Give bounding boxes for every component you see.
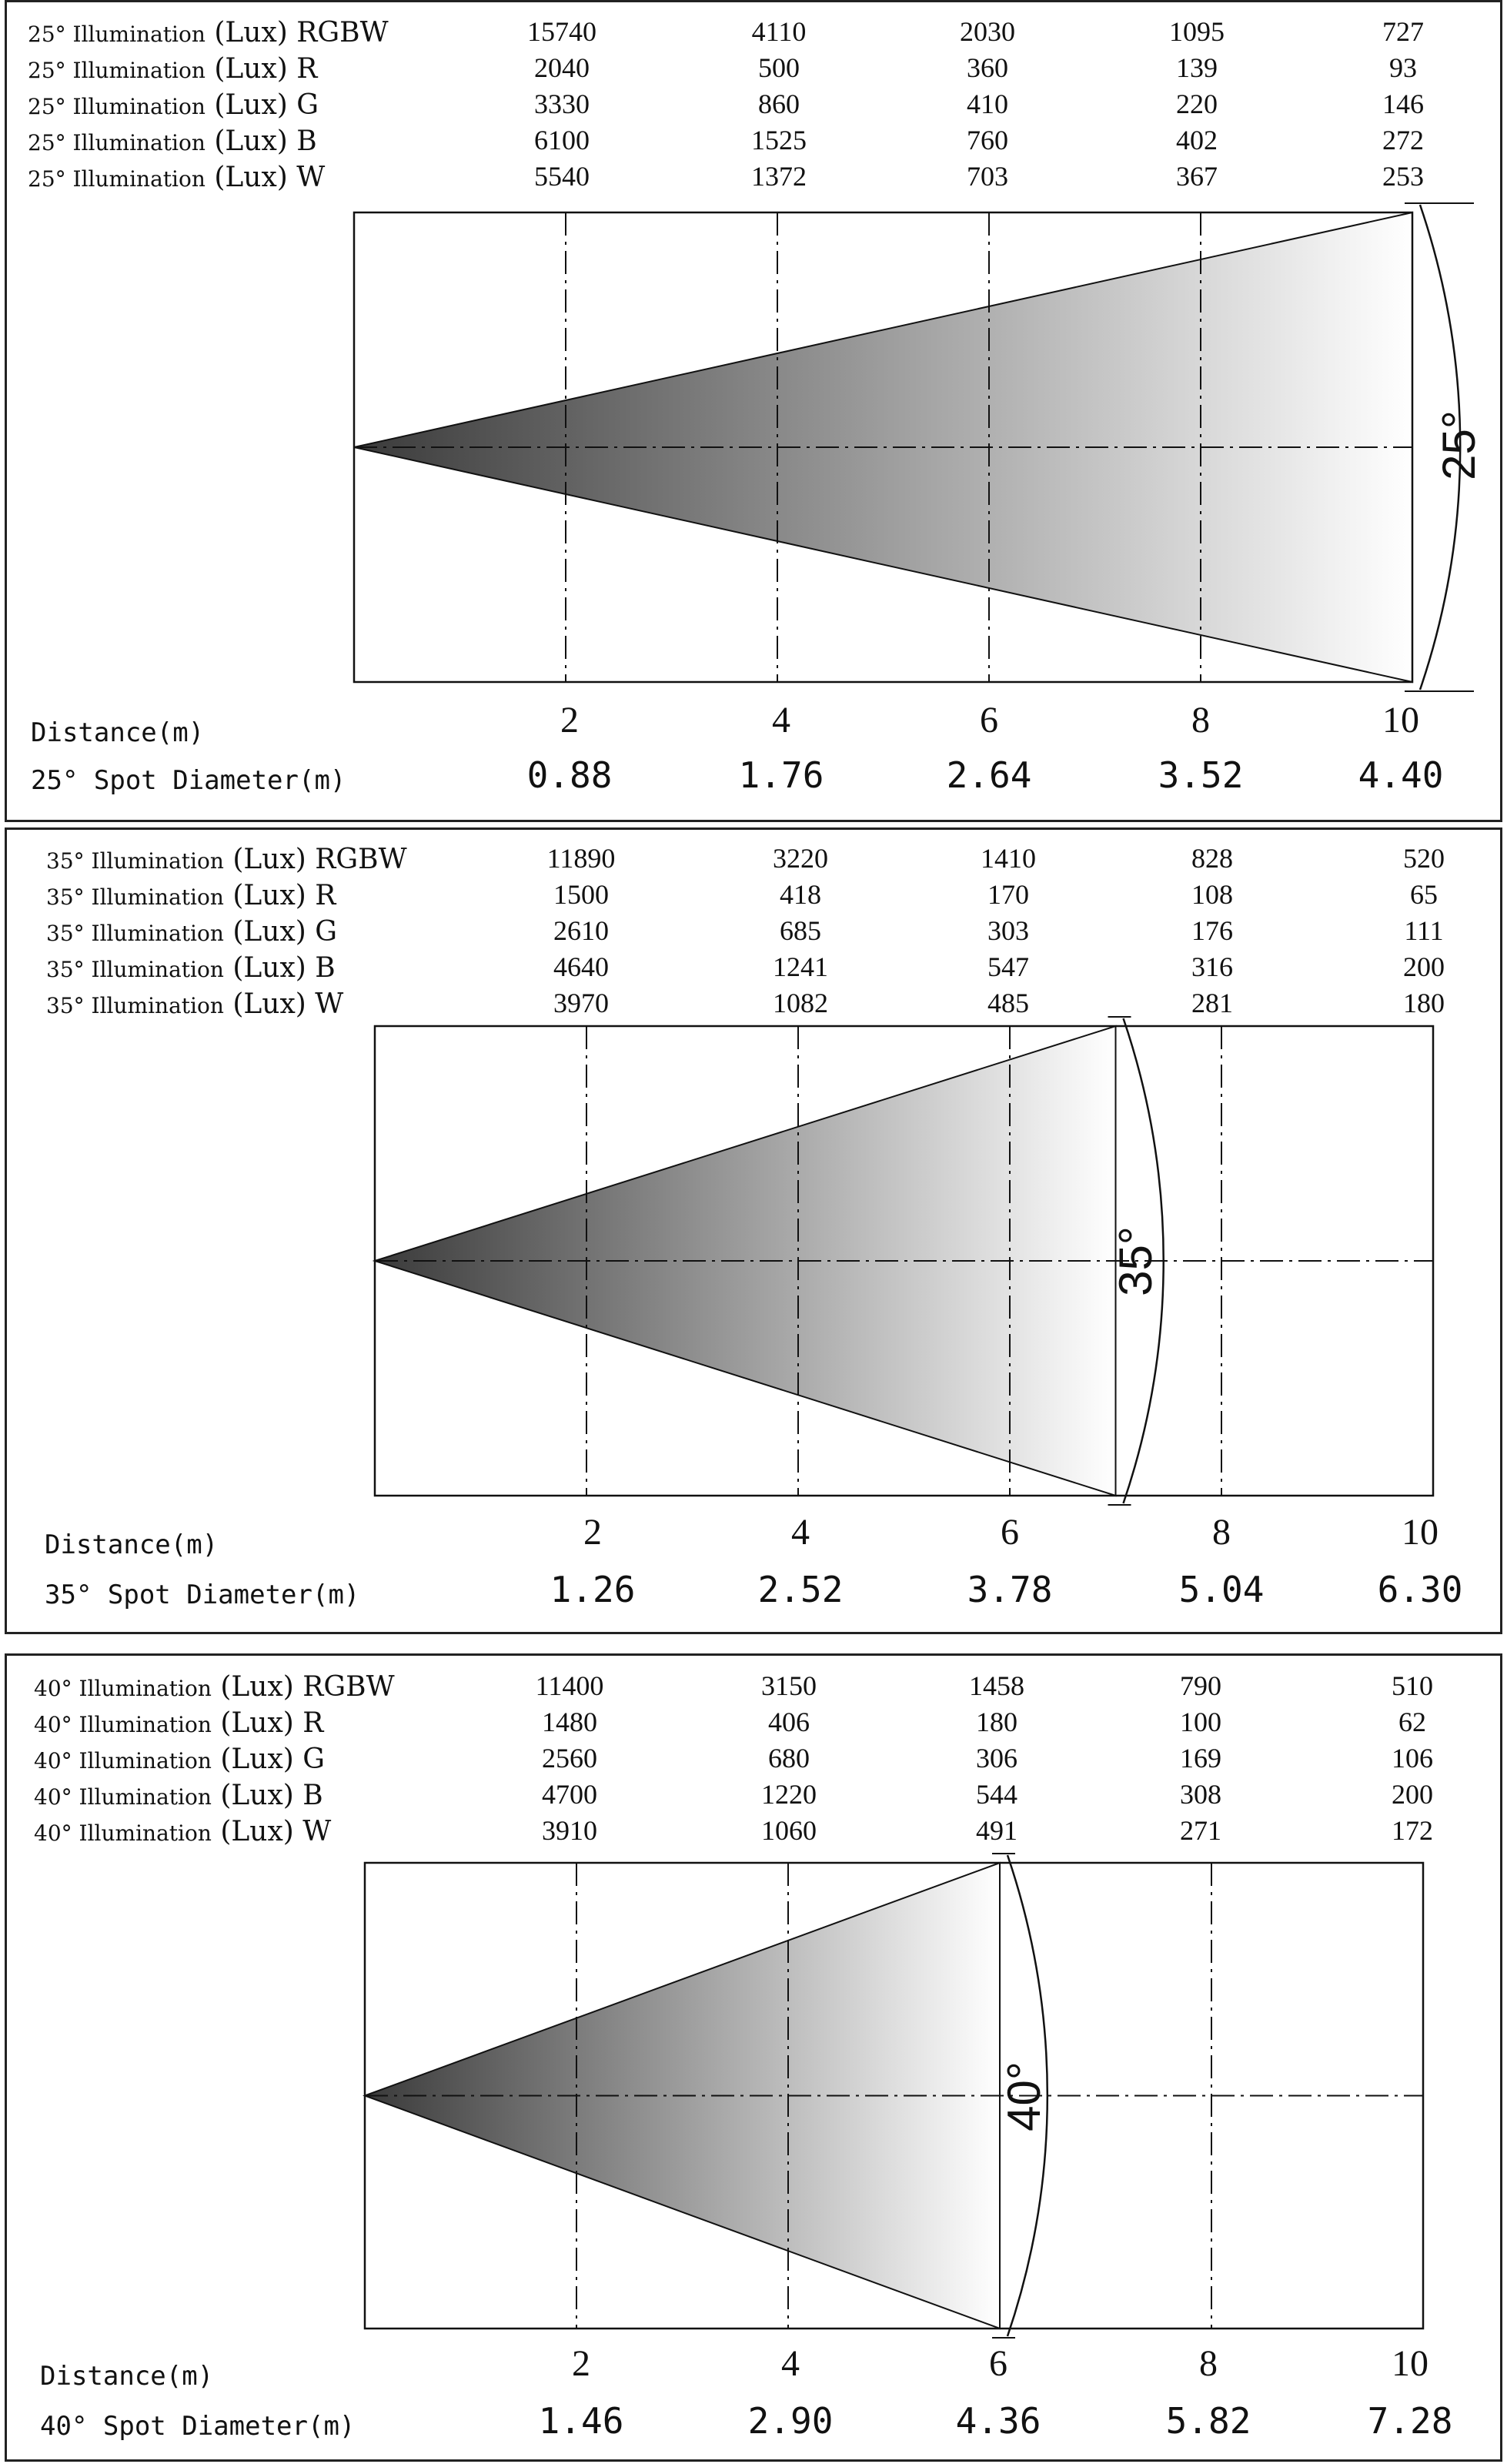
distance-value: 2 [560, 700, 579, 741]
lux-value: 1095 [1169, 16, 1225, 47]
spot-diameter-value: 0.88 [526, 754, 613, 796]
spot-diameter-label: 35° Spot Diameter(m) [45, 1580, 360, 1610]
lux-value: 308 [1180, 1779, 1221, 1810]
row-label-lux: (Lux) [211, 1744, 303, 1775]
beam-angle-label: 35° [1109, 1226, 1161, 1296]
lux-value: 15740 [527, 16, 596, 47]
row-label-prefix: 25° Illumination [28, 166, 206, 192]
row-label-channel: R [315, 880, 336, 911]
lux-value: 3150 [761, 1670, 817, 1701]
spot-diameter-value: 2.64 [946, 754, 1032, 796]
row-label-lux: (Lux) [205, 53, 297, 85]
row-label-lux: (Lux) [211, 1780, 303, 1811]
distance-axis-label: Distance(m) [31, 717, 205, 748]
lux-value: 760 [967, 125, 1008, 155]
spot-diameter-value: 3.52 [1158, 754, 1244, 796]
row-label-channel: RGBW [296, 17, 389, 48]
spot-diameter-value: 4.40 [1358, 754, 1444, 796]
distance-value: 10 [1382, 700, 1419, 741]
distance-value: 2 [572, 2343, 590, 2384]
lux-value: 106 [1392, 1743, 1433, 1774]
lux-value: 3220 [773, 843, 828, 874]
row-label-channel: W [296, 162, 326, 193]
lux-value: 2610 [553, 915, 609, 946]
row-label-lux: (Lux) [223, 916, 316, 948]
lux-value: 547 [987, 951, 1029, 982]
spot-diameter-value: 7.28 [1367, 2400, 1453, 2442]
row-label-prefix: 40° Illumination [34, 1712, 212, 1737]
lux-value: 410 [967, 89, 1008, 119]
lux-value: 685 [780, 915, 821, 946]
lux-value: 4700 [542, 1779, 597, 1810]
distance-value: 8 [1191, 700, 1210, 741]
lux-value: 1241 [773, 951, 828, 982]
lux-value: 1500 [553, 879, 609, 910]
lux-value: 402 [1176, 125, 1218, 155]
distance-axis-label: Distance(m) [45, 1530, 219, 1560]
lux-value: 172 [1392, 1815, 1433, 1846]
spot-diameter-value: 2.90 [747, 2400, 834, 2442]
row-label-channel: R [296, 53, 318, 85]
lux-value: 1525 [751, 125, 807, 155]
lux-value: 200 [1403, 951, 1445, 982]
row-label-prefix: 25° Illumination [28, 130, 206, 155]
distance-value: 8 [1199, 2343, 1218, 2384]
row-label-prefix: 35° Illumination [46, 884, 224, 910]
lux-value: 169 [1180, 1743, 1221, 1774]
row-label-prefix: 35° Illumination [46, 848, 224, 874]
row-label-prefix: 25° Illumination [28, 58, 206, 83]
row-label-lux: (Lux) [211, 1671, 303, 1703]
lux-value: 790 [1180, 1670, 1221, 1701]
lux-value: 93 [1389, 52, 1417, 83]
lux-value: 180 [1403, 988, 1445, 1018]
row-label-lux: (Lux) [223, 988, 316, 1020]
row-label-lux: (Lux) [205, 17, 297, 48]
row-label-channel: G [315, 916, 338, 948]
distance-value: 8 [1212, 1512, 1231, 1553]
row-label-prefix: 40° Illumination [34, 1784, 212, 1810]
row-label-channel: W [302, 1816, 332, 1847]
row-label-channel: G [296, 89, 319, 121]
lux-value: 100 [1180, 1707, 1221, 1737]
spot-diameter-label: 25° Spot Diameter(m) [31, 765, 346, 796]
distance-value: 10 [1392, 2343, 1428, 2384]
row-label-channel: RGBW [315, 844, 407, 875]
row-label-channel: G [302, 1744, 326, 1775]
spot-diameter-value: 3.78 [967, 1569, 1053, 1610]
lux-value: 1458 [969, 1670, 1024, 1701]
row-label-prefix: 25° Illumination [28, 22, 206, 47]
lux-value: 1410 [981, 843, 1036, 874]
lux-value: 3970 [553, 988, 609, 1018]
lux-value: 316 [1191, 951, 1233, 982]
lux-value: 1480 [542, 1707, 597, 1737]
lux-value: 170 [987, 879, 1029, 910]
lux-value: 220 [1176, 89, 1218, 119]
row-label-channel: B [315, 952, 336, 984]
lux-value: 272 [1382, 125, 1424, 155]
row-label-prefix: 40° Illumination [34, 1676, 212, 1701]
spot-diameter-value: 5.82 [1165, 2400, 1251, 2442]
lux-value: 1060 [761, 1815, 817, 1846]
distance-value: 4 [772, 700, 790, 741]
lux-value: 520 [1403, 843, 1445, 874]
lux-value: 11890 [546, 843, 616, 874]
row-label-prefix: 35° Illumination [46, 957, 224, 982]
row-label-lux: (Lux) [211, 1816, 303, 1847]
lux-value: 2030 [960, 16, 1015, 47]
lux-value: 146 [1382, 89, 1424, 119]
lux-value: 108 [1191, 879, 1233, 910]
row-label-prefix: 25° Illumination [28, 94, 206, 119]
lux-value: 485 [987, 988, 1029, 1018]
lux-value: 828 [1191, 843, 1233, 874]
lux-value: 6100 [534, 125, 590, 155]
lux-value: 281 [1191, 988, 1233, 1018]
lux-value: 65 [1410, 879, 1438, 910]
distance-value: 6 [1001, 1512, 1019, 1553]
spot-diameter-value: 5.04 [1178, 1569, 1265, 1610]
spot-diameter-label: 40° Spot Diameter(m) [40, 2411, 356, 2442]
distance-value: 2 [583, 1512, 602, 1553]
spot-diameter-value: 2.52 [757, 1569, 844, 1610]
lux-value: 1372 [751, 161, 807, 192]
row-label-channel: RGBW [302, 1671, 395, 1703]
lux-value: 253 [1382, 161, 1424, 192]
lux-value: 4110 [751, 16, 807, 47]
row-label-channel: B [302, 1780, 323, 1811]
distance-value: 6 [980, 700, 998, 741]
spot-diameter-value: 1.76 [738, 754, 824, 796]
row-label-channel: W [315, 988, 344, 1020]
row-label-prefix: 35° Illumination [46, 921, 224, 946]
row-label-prefix: 40° Illumination [34, 1820, 212, 1846]
row-label-channel: R [302, 1707, 324, 1739]
lux-value: 360 [967, 52, 1008, 83]
lux-value: 2040 [534, 52, 590, 83]
distance-value: 10 [1402, 1512, 1438, 1553]
row-label-prefix: 40° Illumination [34, 1748, 212, 1774]
lux-value: 139 [1176, 52, 1218, 83]
row-label-prefix: 35° Illumination [46, 993, 224, 1018]
row-label-lux: (Lux) [223, 952, 316, 984]
lux-value: 4640 [553, 951, 609, 982]
lux-value: 5540 [534, 161, 590, 192]
lux-value: 2560 [542, 1743, 597, 1774]
beam-angle-label: 40° [997, 2061, 1050, 2131]
spot-diameter-value: 1.26 [550, 1569, 636, 1610]
row-label-lux: (Lux) [223, 880, 316, 911]
distance-value: 6 [989, 2343, 1007, 2384]
lux-value: 544 [976, 1779, 1017, 1810]
distance-value: 4 [791, 1512, 810, 1553]
row-label-lux: (Lux) [223, 844, 316, 875]
lux-value: 3910 [542, 1815, 597, 1846]
row-label-channel: B [296, 125, 317, 157]
lux-value: 111 [1404, 915, 1444, 946]
lux-value: 271 [1180, 1815, 1221, 1846]
lux-value: 500 [758, 52, 800, 83]
distance-axis-label: Distance(m) [40, 2361, 214, 2392]
lux-value: 727 [1382, 16, 1424, 47]
lux-value: 367 [1176, 161, 1218, 192]
lux-value: 200 [1392, 1779, 1433, 1810]
beam-angle-label: 25° [1432, 410, 1485, 480]
distance-value: 4 [781, 2343, 800, 2384]
lux-value: 860 [758, 89, 800, 119]
lux-value: 703 [967, 161, 1008, 192]
row-label-lux: (Lux) [211, 1707, 303, 1739]
lux-value: 180 [976, 1707, 1017, 1737]
lux-value: 510 [1392, 1670, 1433, 1701]
lux-value: 1220 [761, 1779, 817, 1810]
lux-value: 418 [780, 879, 821, 910]
lux-value: 491 [976, 1815, 1017, 1846]
lux-value: 3330 [534, 89, 590, 119]
lux-value: 406 [768, 1707, 810, 1737]
lux-value: 306 [976, 1743, 1017, 1774]
row-label-lux: (Lux) [205, 125, 297, 157]
lux-value: 11400 [535, 1670, 604, 1701]
spot-diameter-value: 6.30 [1377, 1569, 1463, 1610]
lux-value: 1082 [773, 988, 828, 1018]
row-label-lux: (Lux) [205, 89, 297, 121]
lux-value: 680 [768, 1743, 810, 1774]
row-label-lux: (Lux) [205, 162, 297, 193]
spot-diameter-value: 4.36 [955, 2400, 1041, 2442]
lux-value: 303 [987, 915, 1029, 946]
lux-value: 176 [1191, 915, 1233, 946]
lux-value: 62 [1398, 1707, 1426, 1737]
spot-diameter-value: 1.46 [538, 2400, 624, 2442]
